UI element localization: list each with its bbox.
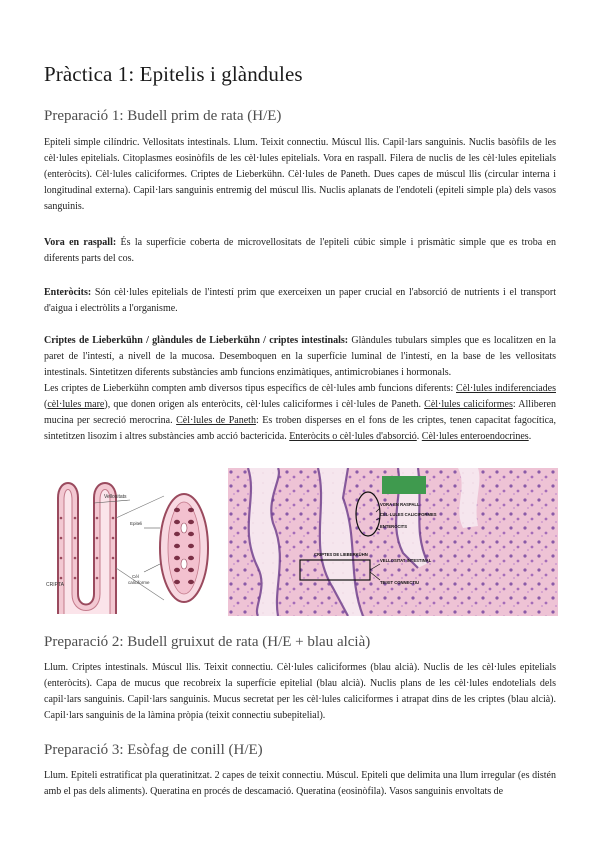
page-title: Pràctica 1: Epitelis i glàndules — [44, 62, 303, 86]
prep3-text: Llum. Epiteli estratificat pla queratinitzat. 2 capes de teixit connectiu. Múscul. Epiteli que delimita una llum irregular (es distén amb el pas dels aliments). Queratina en procés de descamació. Queratina (eosinòfila). Vasos sanguinis envoltats de — [44, 770, 556, 797]
criptes-term: Criptes de Lieberkühn / glàndules de Lieberkühn / criptes intestinals: — [44, 335, 349, 346]
cell-types-text: : Es troben disperses en el fons de les criptes, tenen capacitat fagocítica, sintetitzen lisozim i altres substàncies amb acció bactericida. — [44, 415, 556, 442]
link-caliciformes: Cèl·lules caliciformes — [424, 399, 513, 410]
cell-types-paragraph — [44, 381, 556, 445]
link-indiferenciades: Cèl·lules indiferenciades — [456, 383, 556, 394]
cell-types-text: ), que donen origen als enteròcits, cèl·lules caliciformes i cèl·lules de Paneth. — [104, 399, 425, 410]
micrograph-small-intestine — [228, 468, 558, 616]
criptes-text: Glàndules tubulars simples que es localitzen en la paret de l'intestí, a nivell de la mucosa. Desemboquen en la superfície luminal de l'intestí, en la base de les vellositats intestinals. Sintetitzen diferents substàncies amb funcions enzimàtiques, antimicrobianes i hormonals. — [44, 335, 556, 378]
micro-label-caliciformes: CÈL·LULES CALICIFORMES — [380, 512, 437, 517]
diagram-label-epitheli: Epiteli — [130, 521, 143, 526]
cell-types-text: : Alliberen mucina per secreció merocrina. — [44, 399, 556, 426]
prep2-text: Llum. Criptes intestinals. Múscul llis. Teixit connectiu. Cèl·lules caliciformes (blau alcià). Nuclis de les cèl·lules epitelials (enteròcits). Capa de mucus que recobreix la superfície epitelial (blau alcià). Nuclis plans de les cèl·lules endotelials dels capil·lars sanguinis. Capil·lars sanguinis. Mucus secretat per les cèl·lules caliciformes i atrapat dins de les criptes (blau alcià). Capil·lars sanguinis de la làmina pròpia (teixit connectiu subepitelial). — [44, 662, 556, 721]
enterocits-term: Enteròcits: — [44, 287, 92, 298]
villus-crypt-diagram — [44, 468, 216, 616]
cell-types-text: Les criptes de Lieberkühn compten amb diversos tipus específics de cèl·lules amb funcions diferents: — [44, 383, 457, 394]
micro-label-connectiu: TEIXIT CONNECTIU — [380, 580, 420, 585]
prep3-heading: Preparació 3: Esòfag de conill (H/E) — [44, 742, 263, 758]
diagram-label-villi: Vellositats — [104, 494, 127, 500]
vora-paragraph — [44, 235, 556, 267]
prep2-heading: Preparació 2: Budell gruixut de rata (H/E + blau alcià) — [44, 634, 371, 650]
diagram-label-cel: Cèl — [132, 574, 139, 579]
cell-types-text: . — [528, 431, 532, 442]
enterocits-paragraph — [44, 285, 556, 317]
cell-types-text: ( — [44, 399, 48, 410]
prep1-intro: Epiteli simple cilíndric. Vellositats intestinals. Llum. Teixit connectiu. Múscul llis. Capil·lars sanguinis. Nuclis basòfils de les cèl·lules epitelials. Citoplasmes eosinòfils de les cèl·lules epitelials. Vora en raspall. Filera de nuclis de les cèl·lules epitelials (enteròcits). Cèl·lules caliciformes. Criptes de Lieberkühn. Cèl·lules de Paneth. Dues capes de múscul llis (circular interna i longitudinal externa). Capil·lars sanguinis entremig del múscul llis. Nuclis aplanats de l'endoteli (epiteli simple pla) dels vasos sanguinis. — [44, 137, 556, 212]
micro-label-vellositat: VELLOSITAT INTESTINAL — [380, 558, 432, 563]
vora-term: Vora en raspall: — [44, 237, 117, 248]
micro-label-enterocits: ENTERÒCITS — [380, 524, 407, 529]
link-cellules-mare: cèl·lules mare — [47, 399, 105, 410]
micro-label-vora: VORA EN RASPALL — [380, 502, 420, 507]
diagram-label-caliciforme: caliciforme — [128, 580, 150, 585]
link-paneth: Cèl·lules de Paneth — [176, 415, 256, 426]
label-green-box — [382, 476, 426, 494]
criptes-paragraph — [44, 333, 556, 381]
vora-text: És la superfície coberta de microvellositats de l'epiteli cúbic simple i prismàtic simple que es troba en diferents parts del cos. — [44, 237, 556, 264]
cell-types-text: . — [416, 431, 422, 442]
diagram-label-crypt: CRIPTA — [46, 582, 64, 588]
prep1-heading: Preparació 1: Budell prim de rata (H/E) — [44, 108, 282, 124]
link-enteroendocrines: Cèl·lules enteroendocrines — [421, 431, 529, 442]
enterocits-text: Són cèl·lules epitelials de l'intestí prim que exerceixen un paper crucial en l'absorció de nutrients i el transport d'aigua i electròlits a l'organisme. — [44, 287, 556, 314]
link-enterocits: Enteròcits o cèl·lules d'absorció — [289, 431, 417, 442]
micro-label-criptes: CRIPTES DE LIEBERKÜHN — [314, 552, 368, 557]
